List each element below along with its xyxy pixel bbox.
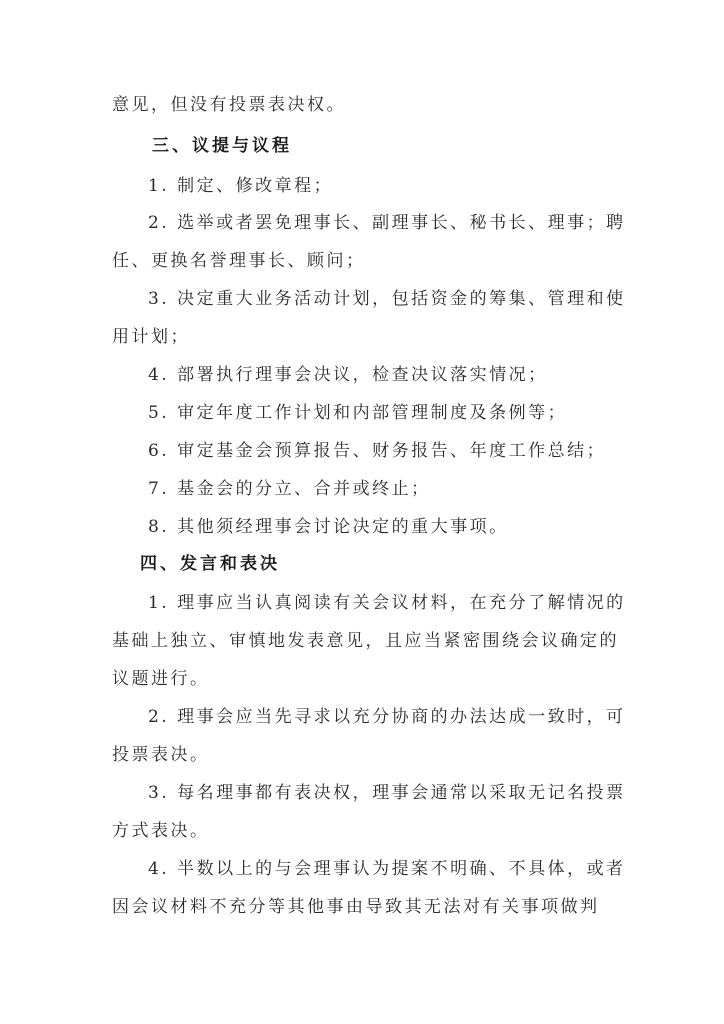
text-line: 方式表决。 [112,821,210,841]
list-item: 7. 基金会的分立、合并或终止； [148,479,431,499]
list-item: 2. 理事会应当先寻求以充分协商的办法达成一致时，可 [148,707,626,727]
list-item: 4. 部署执行理事会决议，检查决议落实情况； [148,365,548,385]
list-item: 3. 决定重大业务活动计划，包括资金的筹集、管理和使 [148,289,626,309]
text-line: 因会议材料不充分等其他事由导致其无法对有关事项做判 [112,897,600,917]
list-item: 1. 理事应当认真阅读有关会议材料，在充分了解情况的 [148,593,626,613]
list-item: 1. 制定、修改章程； [148,176,334,196]
text-line: 投票表决。 [112,745,210,765]
list-item: 4. 半数以上的与会理事认为提案不明确、不具体，或者 [148,859,626,879]
list-item: 3. 每名理事都有表决权，理事会通常以采取无记名投票 [148,783,626,803]
list-item: 8. 其他须经理事会讨论决定的重大事项。 [148,517,509,537]
list-item: 2. 选举或者罢免理事长、副理事长、秘书长、理事；聘 [148,213,626,233]
list-item: 5. 审定年度工作计划和内部管理制度及条例等； [148,403,568,423]
text-line: 意见，但没有投票表决权。 [112,95,346,115]
section-heading-3: 三、议提与议程 [152,136,292,156]
text-line: 用计划； [112,327,190,347]
section-heading-4: 四、发言和表决 [140,554,280,574]
text-line: 基础上独立、审慎地发表意见，且应当紧密围绕会议确定的 [112,631,619,651]
text-line: 议题进行。 [112,669,210,689]
list-item: 6. 审定基金会预算报告、财务报告、年度工作总结； [148,441,607,461]
text-line: 任、更换名誉理事长、顾问； [112,251,366,271]
